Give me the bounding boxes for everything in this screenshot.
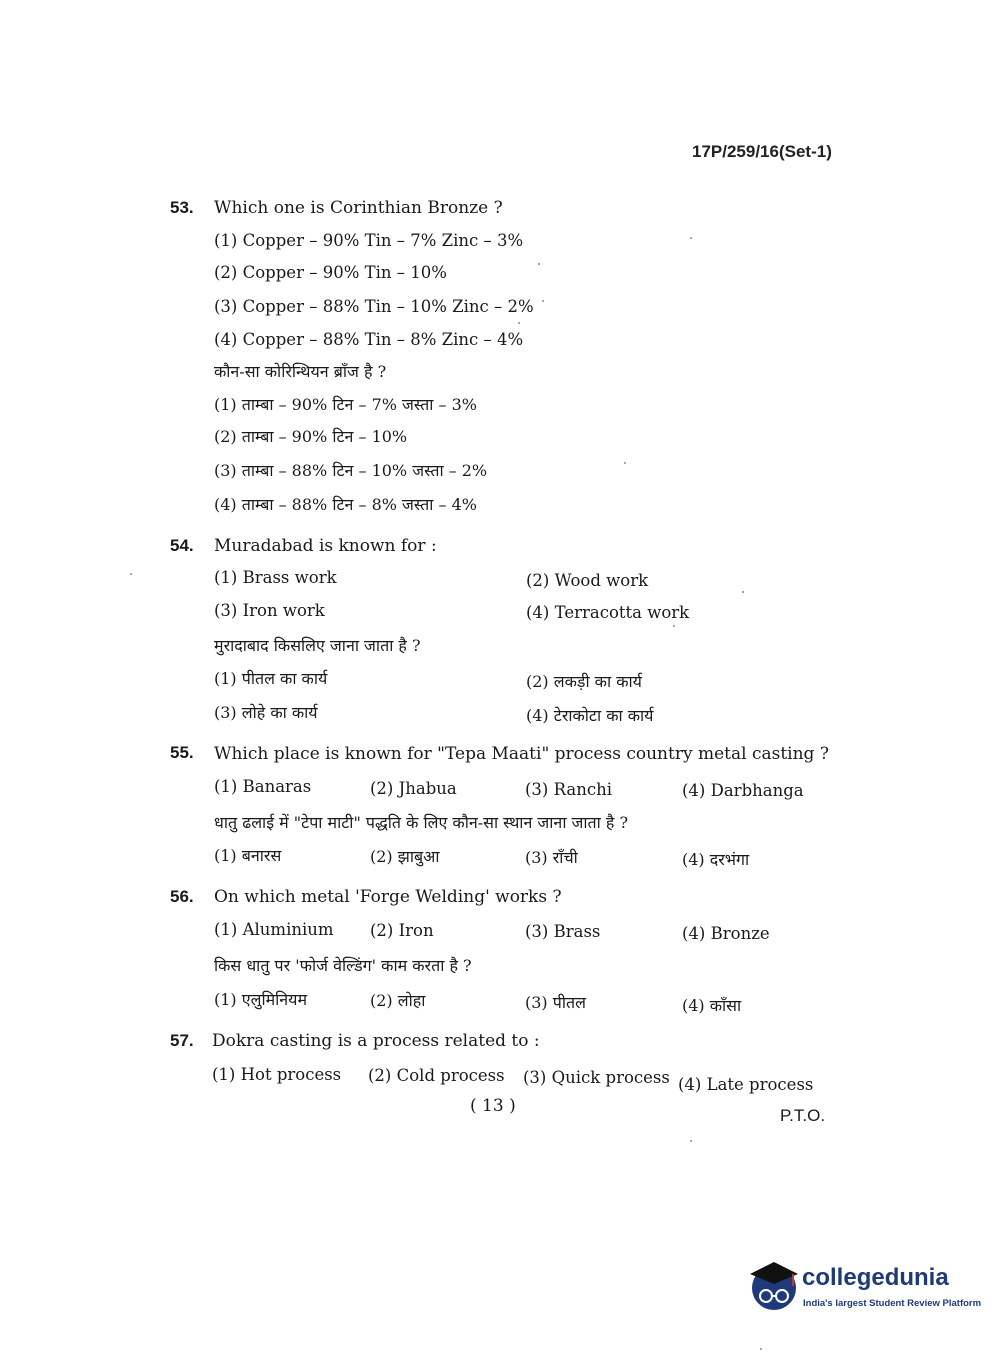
paper-code: 17P/259/16(Set-1) <box>692 142 832 161</box>
option-hindi: (4) ताम्बा – 88% टिन – 8% जस्ता – 4% <box>214 495 477 514</box>
option: (1) Brass work <box>214 568 337 587</box>
question-text-hindi: किस धातु पर 'फोर्ज वेल्डिंग' काम करता है ? <box>214 956 472 975</box>
question-text: Which one is Corinthian Bronze ? <box>214 198 503 218</box>
option-hindi: (2) ताम्बा – 90% टिन – 10% <box>214 427 408 446</box>
option-hindi: (2) लकड़ी का कार्य <box>526 672 642 691</box>
option: (3) Copper – 88% Tin – 10% Zinc – 2% <box>214 297 534 316</box>
option-hindi: (1) एलुमिनियम <box>214 990 308 1009</box>
option: (4) Darbhanga <box>682 781 804 800</box>
option: (2) Iron <box>370 921 434 940</box>
option: (3) Iron work <box>214 601 325 620</box>
option: (1) Hot process <box>212 1065 342 1084</box>
option: (3) Ranchi <box>525 780 613 799</box>
option-hindi: (3) ताम्बा – 88% टिन – 10% जस्ता – 2% <box>214 461 488 480</box>
option: (1) Aluminium <box>214 920 334 939</box>
option: (3) Quick process <box>523 1068 670 1087</box>
option: (4) Bronze <box>682 924 770 943</box>
question-text-hindi: धातु ढलाई में "टेपा माटी" पद्धति के लिए कौन-सा स्थान जाना जाता है ? <box>214 813 629 832</box>
option: (1) Banaras <box>214 777 312 796</box>
option: (4) Terracotta work <box>526 603 690 622</box>
option-hindi: (4) दरभंगा <box>682 850 750 869</box>
watermark-brand: collegedunia <box>802 1264 949 1291</box>
option-hindi: (1) ताम्बा – 90% टिन – 7% जस्ता – 3% <box>214 395 477 414</box>
question-text: Muradabad is known for : <box>214 536 437 556</box>
option-hindi: (4) काँसा <box>682 996 742 1015</box>
question-number: 53. <box>170 198 194 217</box>
option-hindi: (3) राँची <box>525 848 578 867</box>
option: (2) Cold process <box>368 1066 505 1085</box>
option-hindi: (3) लोहे का कार्य <box>214 703 318 722</box>
option-hindi: (1) बनारस <box>214 846 282 865</box>
option: (4) Late process <box>678 1075 814 1094</box>
question-text: Which place is known for "Tepa Maati" process country metal casting ? <box>214 744 829 764</box>
option: (2) Jhabua <box>370 779 457 798</box>
question-number: 55. <box>170 743 194 762</box>
watermark-tagline: India's largest Student Review Platform <box>803 1298 982 1309</box>
question-number: 57. <box>170 1031 194 1050</box>
option: (3) Brass <box>525 922 601 941</box>
option-hindi: (1) पीतल का कार्य <box>214 669 328 688</box>
question-text: On which metal 'Forge Welding' works ? <box>214 887 562 907</box>
page-number: ( 13 ) <box>470 1096 516 1116</box>
question-text: Dokra casting is a process related to : <box>212 1031 540 1051</box>
option: (2) Copper – 90% Tin – 10% <box>214 263 447 282</box>
option-hindi: (3) पीतल <box>525 993 586 1012</box>
option-hindi: (2) लोहा <box>370 991 426 1010</box>
question-text-hindi: मुरादाबाद किसलिए जाना जाता है ? <box>214 636 421 655</box>
question-number: 54. <box>170 536 194 555</box>
option: (4) Copper – 88% Tin – 8% Zinc – 4% <box>214 330 524 349</box>
option-hindi: (4) टेराकोटा का कार्य <box>526 706 654 725</box>
option-hindi: (2) झाबुआ <box>370 847 440 866</box>
question-text-hindi: कौन-सा कोरिन्थियन ब्रॉंज है ? <box>214 362 387 381</box>
question-number: 56. <box>170 887 194 906</box>
pto-label: P.T.O. <box>780 1106 826 1125</box>
option: (1) Copper – 90% Tin – 7% Zinc – 3% <box>214 231 524 250</box>
option: (2) Wood work <box>526 571 649 590</box>
